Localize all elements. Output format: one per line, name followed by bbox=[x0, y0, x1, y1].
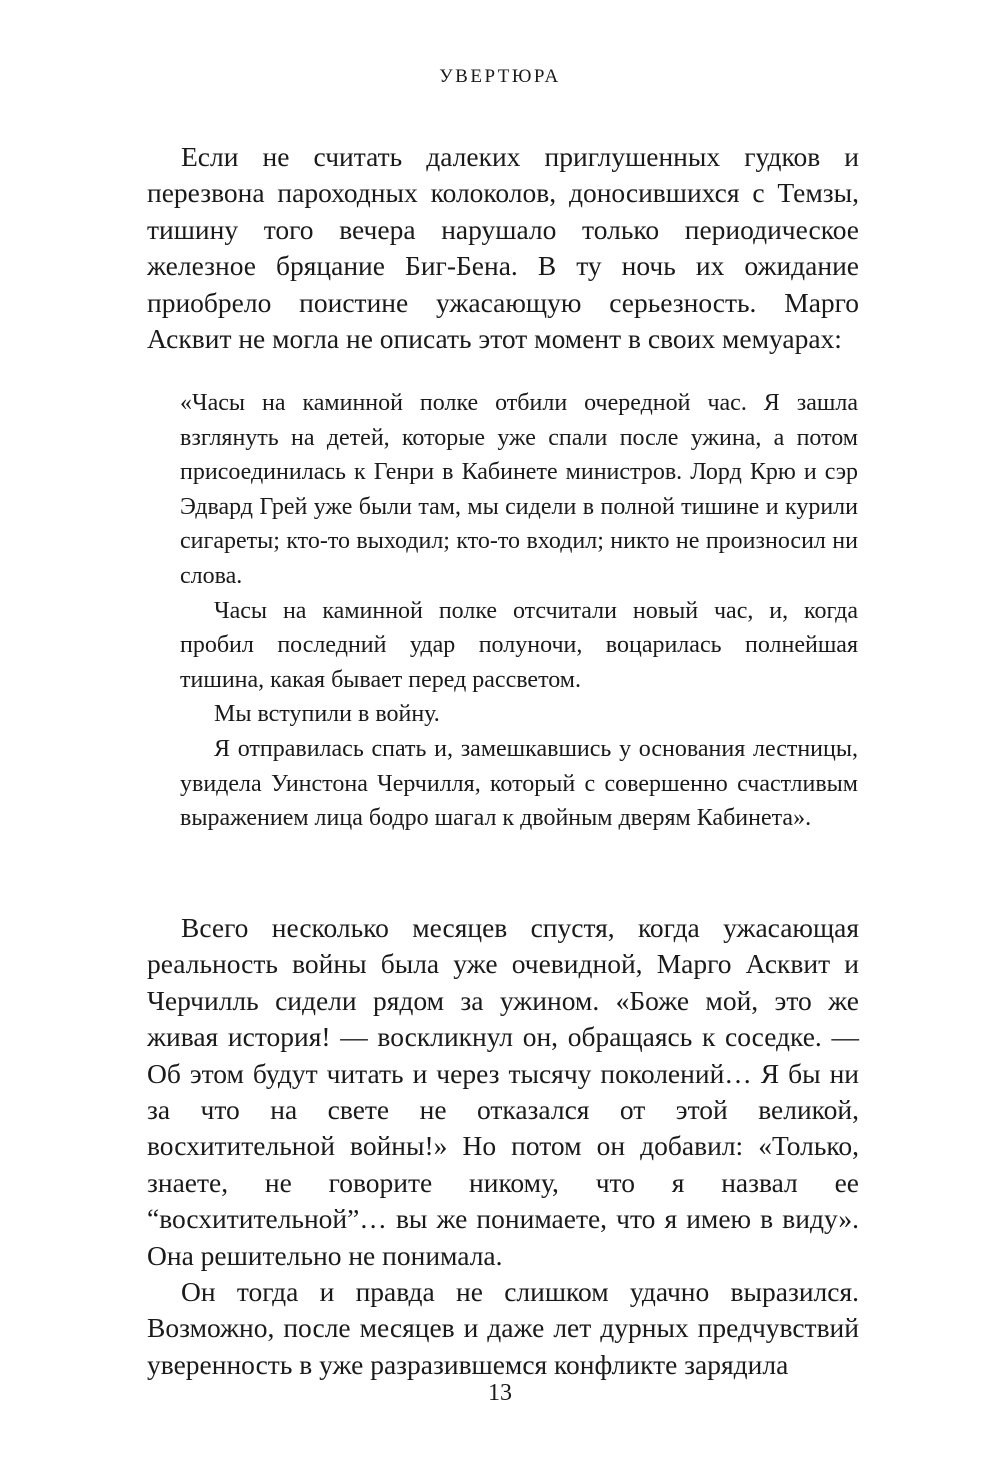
paragraph: Всего несколько месяцев спустя, когда ужасающая реальность войны была уже очевидной, Марго Асквит и Черчилль сидели рядом за ужином. «Боже мой, это же живая история! — воскликнул он, обращаясь к соседке. — Об этом будут читать и через тысячу поколений… Я бы ни за что на свете не отказался от этой великой, восхитительной войны!» Но потом он добавил: «Только, знаете, не говорите никому, что я назвал ее “восхитительной”… вы же понимаете, что я имею в виду». Она решительно не понимала. bbox=[147, 912, 859, 1271]
running-head: УВЕРТЮРА bbox=[439, 66, 561, 87]
quote-paragraph: «Часы на каминной полке отбили очередной час. Я зашла взглянуть на детей, которые уже спали после ужина, а потом присоединилась к Генри в Кабинете министров. Лорд Крю и сэр Эдвард Грей уже были там, мы сидели в полной тишине и курили сигареты; кто-то выходил; кто-то входил; никто не произносил ни слова. bbox=[180, 390, 858, 589]
text-block-bottom bbox=[147, 910, 859, 1383]
memoir-quote bbox=[180, 386, 858, 836]
quote-paragraph: Часы на каминной полке отсчитали новый час, и, когда пробил последний удар полуночи, воцарилась полнейшая тишина, какая бывает перед рассветом. bbox=[180, 597, 858, 693]
paragraph: Он тогда и правда не слишком удачно выразился. Возможно, после месяцев и даже лет дурных предчувствий уверенность в уже разразившемся конфликте зарядила bbox=[147, 1276, 859, 1380]
quote-paragraph: Я отправилась спать и, замешкавшись у основания лестницы, увидела Уинстона Черчилля, который с совершенно счастливым выражением лица бодро шагал к двойным дверям Кабинета». bbox=[180, 735, 858, 832]
page-number: 13 bbox=[488, 1380, 512, 1406]
paragraph: Если не считать далеких приглушенных гудков и перезвона пароходных колоколов, доносившихся с Темзы, тишину того вечера нарушало только периодическое железное бряцание Биг-Бена. В ту ночь их ожидание приобрело поистине ужасающую серьезность. Марго Асквит не могла не описать этот момент в своих мемуарах: bbox=[147, 141, 859, 355]
text-block-top bbox=[147, 139, 859, 357]
quote-paragraph: Мы вступили в войну. bbox=[214, 701, 440, 728]
